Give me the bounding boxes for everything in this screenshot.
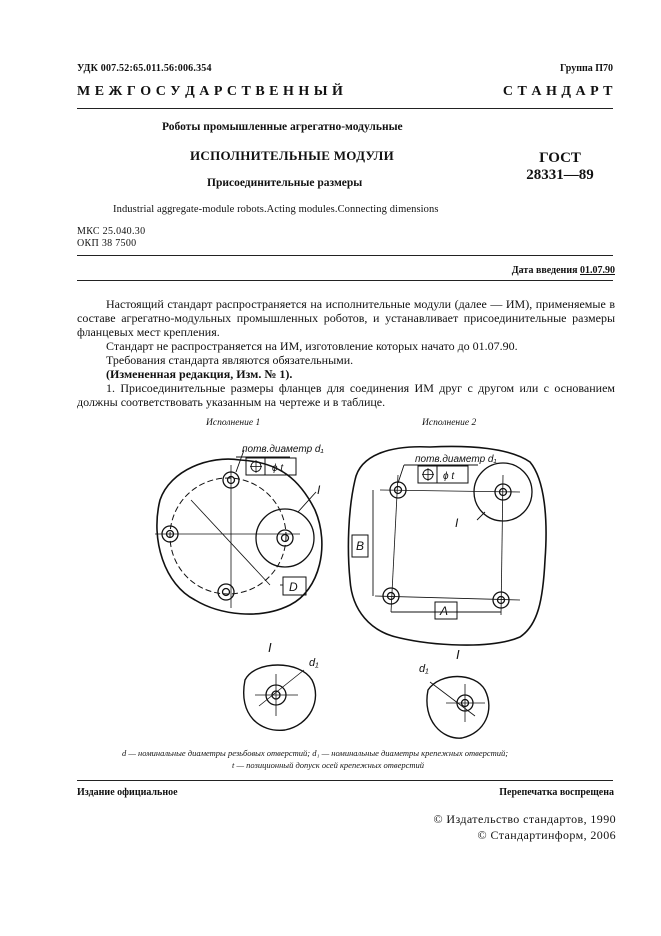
english-title: Industrial aggregate-module robots.Acting modules.Connecting dimensions [113, 204, 439, 215]
official-edition: Издание официальное [77, 787, 178, 798]
date-value: 01.07.90 [580, 265, 615, 276]
variant-2-caption: Исполнение 2 [422, 418, 477, 428]
dimension-B-label: B [356, 539, 365, 553]
reprint-prohibited: Перепечатка воспрещена [499, 787, 614, 798]
d1-label-right: d₁ [419, 663, 429, 675]
mks-code: МКС 25.040.30 [77, 226, 146, 237]
date-label: Дата введения [511, 265, 578, 276]
holes-label-v1: потв.диаметр d₁ [242, 444, 324, 455]
banner-word-interstate: М Е Ж Г О С У Д А Р С Т В Е Н Н Ы Й [77, 84, 344, 99]
okp-code: ОКП 38 7500 [77, 238, 137, 249]
tolerance-value-v1: ϕ t [272, 463, 284, 474]
group-code: Группа П70 [560, 63, 613, 74]
udk-code: УДК 007.52:65.011.56:006.354 [77, 63, 212, 74]
variant-1-caption: Исполнение 1 [206, 418, 261, 428]
detail-mark-v2: I [455, 516, 459, 530]
copyright-2006: © Стандартинформ, 2006 [477, 828, 616, 842]
holes-label-v2: потв.диаметр d₁ [415, 454, 497, 465]
copyright-1990: © Издательство стандартов, 1990 [433, 812, 616, 826]
detail-I-caption-left: I [268, 640, 272, 655]
figure-note-line-1: d — номинальные диаметры резьбовых отверстий; d₁ — номинальные диаметры крепежных отверстий; [122, 748, 509, 758]
paragraph-clause-1: 1. Присоединительные размеры фланцев для соединения ИМ друг с другом или с основанием должны соответствовать указанным на чертеже и в таблице. [77, 381, 615, 409]
title-line-3: Присоединительные размеры [207, 177, 363, 189]
detail-mark-v1: I [317, 483, 321, 497]
title-line-2: ИСПОЛНИТЕЛЬНЫЕ МОДУЛИ [190, 148, 394, 163]
dimension-A-label: A [440, 604, 449, 618]
paragraph-scope: Настоящий стандарт распространяется на исполнительные модули (далее — ИМ), применяемые в составе агрегатно-модульных промышленных роботов, и устанавливает присоединительные размеры фланцевых мест крепления. [77, 297, 615, 339]
title-line-1: Роботы промышленные агрегатно-модульные [162, 121, 403, 133]
gost-number: 28331—89 [526, 167, 594, 183]
dimension-D-label: D [289, 580, 298, 594]
footer-rule [77, 780, 613, 781]
tolerance-value-v2: ϕ t [443, 471, 455, 482]
banner-word-standard: С Т А Н Д А Р Т [502, 84, 613, 99]
figure-note-line-2: t — позиционный допуск осей крепежных отверстий [232, 760, 425, 770]
paragraph-mandatory: Требования стандарта являются обязательными. [106, 353, 354, 367]
paragraph-amendment: (Измененная редакция, Изм. № 1). [106, 367, 293, 381]
paragraph-exclusion: Стандарт не распространяется на ИМ, изготовление которых начато до 01.07.90. [106, 339, 518, 353]
gost-label: ГОСТ [539, 150, 581, 166]
d1-label-left: d₁ [309, 657, 319, 669]
detail-I-caption-right: I [456, 647, 460, 662]
